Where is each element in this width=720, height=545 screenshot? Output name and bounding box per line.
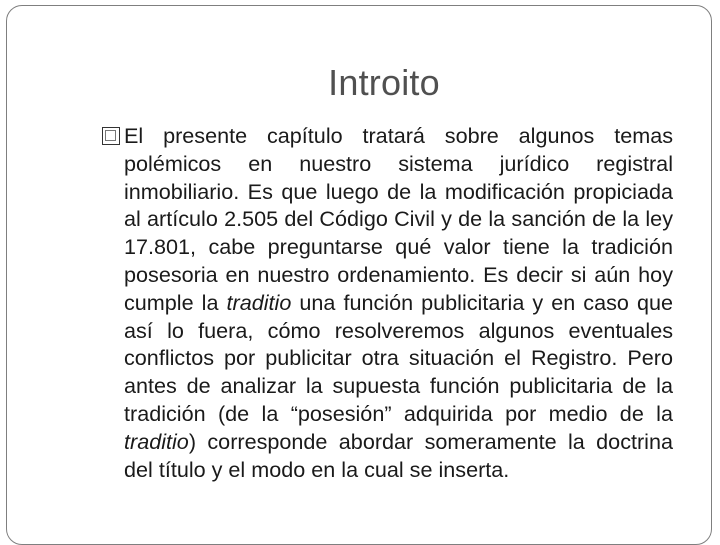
slide-title: Introito: [328, 62, 440, 103]
paragraph-text-2: una función publicitaria y en caso que así lo fuera, cómo resolveremos algunos eventuales conflictos por publicitar otra situación el Registro. Pero antes de analizar la supuesta función publicitaria de la tradición (de la “posesión” adquirida por medio de la: [124, 289, 673, 426]
paragraph-text-3: ) corresponde abordar someramente la doctrina del título y el modo en la cual se inserta.: [124, 428, 673, 482]
paragraph-italic-traditio-2: traditio: [124, 428, 189, 454]
slide-frame: [6, 5, 712, 545]
paragraph-text-1: El presente capítulo tratará sobre algunos temas polémicos en nuestro sistema jurídico registral inmobiliario. Es que luego de la modificación propiciada al artículo 2.505 del Código Civil y de la sanción de la ley 17.801, cabe preguntarse qué valor tiene la tradición posesoria en nuestro ordenamiento. Es decir si aún hoy cumple la: [124, 123, 673, 315]
bullet-paragraph: [124, 122, 673, 483]
bullet-square-icon: [102, 127, 120, 145]
paragraph-italic-traditio-1: traditio: [226, 289, 292, 315]
